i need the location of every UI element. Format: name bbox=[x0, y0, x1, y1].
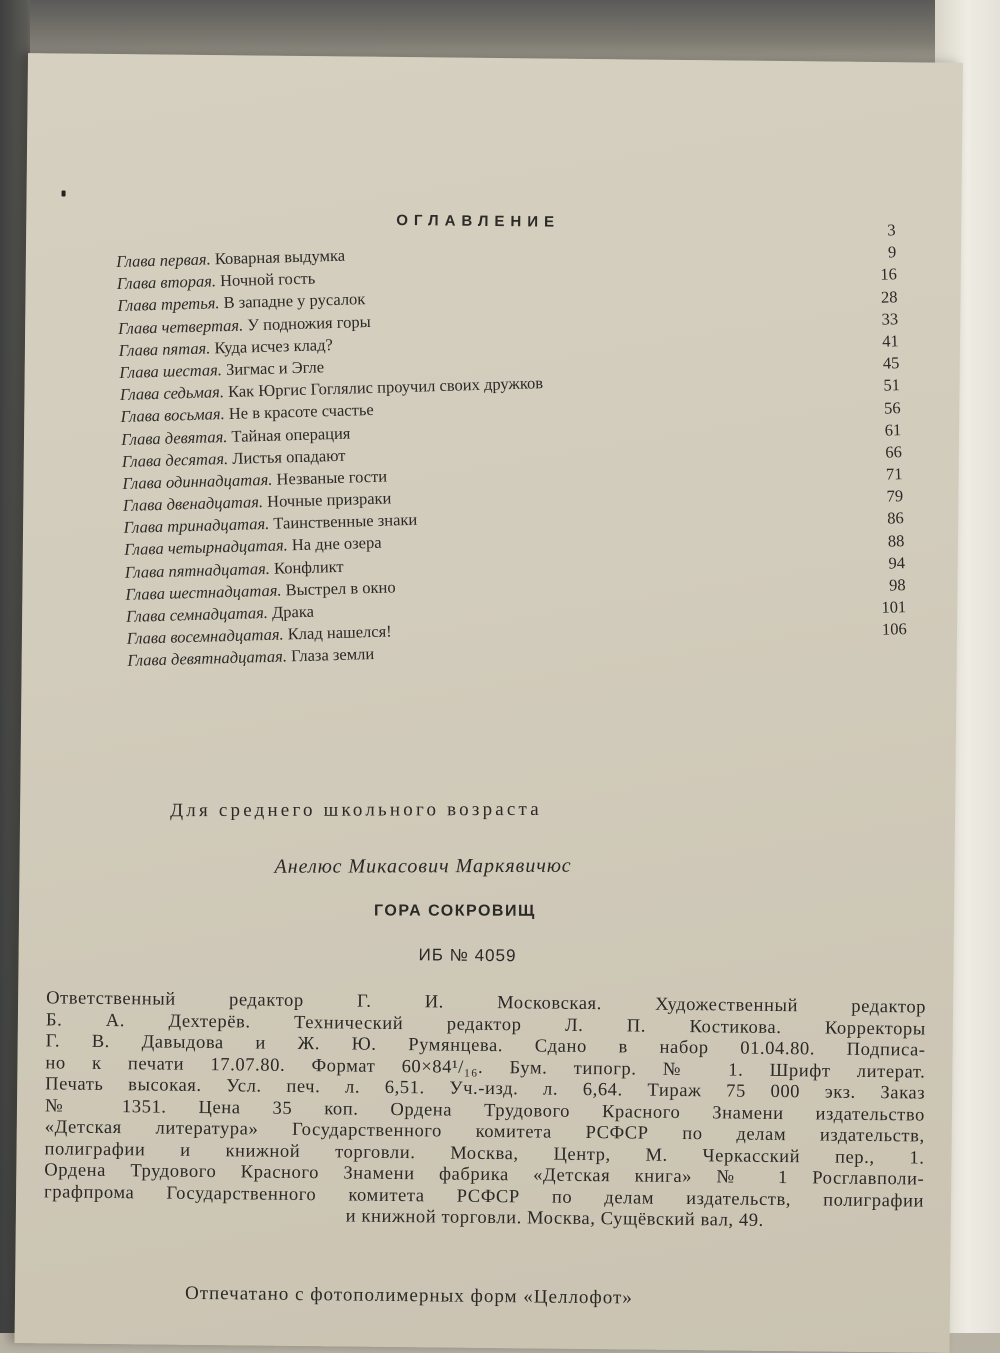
imprint-line: № 1351. Цена 35 коп. Ордена Трудового Красного Знамени издательство bbox=[44, 1095, 926, 1126]
imprint-line: графпрома Государственного комитета РСФСР по делам издательств, полиграфии bbox=[43, 1181, 925, 1212]
chapter-page: 45 bbox=[882, 353, 900, 373]
chapter-page: 98 bbox=[888, 575, 906, 595]
chapter-number: Глава первая. bbox=[115, 249, 211, 272]
chapter-page: 9 bbox=[887, 242, 897, 262]
book-page bbox=[15, 53, 963, 1353]
chapter-name: Не в красоте счастье bbox=[228, 400, 374, 424]
chapter-number: Глава пятая. bbox=[118, 338, 211, 360]
chapter-page: 106 bbox=[881, 619, 908, 640]
printed-note: Отпечатано с фотополимерных форм «Целлофот» bbox=[184, 1282, 633, 1309]
chapter-number: Глава пятнадцатая. bbox=[124, 558, 271, 582]
chapter-page: 71 bbox=[885, 464, 903, 484]
chapter-number: Глава семнадцатая. bbox=[125, 602, 269, 626]
chapter-name: Клад нашелся! bbox=[287, 621, 392, 644]
chapter-number: Глава девятая. bbox=[120, 426, 228, 449]
chapter-name: Тайная операция bbox=[231, 423, 351, 446]
chapter-page: 16 bbox=[880, 264, 898, 285]
chapter-number: Глава девятнадцатая. bbox=[127, 646, 288, 671]
chapter-name: Таинственные знаки bbox=[273, 509, 418, 533]
chapter-number: Глава восемнадцатая. bbox=[126, 624, 284, 649]
chapter-page: 56 bbox=[883, 397, 901, 418]
chapter-name: Как Юргис Гоглялис проучил своих дружков bbox=[227, 373, 544, 402]
chapter-number: Глава вторая. bbox=[116, 271, 217, 294]
chapter-page: 33 bbox=[881, 308, 899, 329]
toc-title: ОГЛАВЛЕНИЕ bbox=[396, 211, 561, 231]
imprint-line: Ответственный редактор Г. И. Московская. Художественный редактор bbox=[46, 988, 927, 1018]
chapter-name: Куда исчез клад? bbox=[214, 334, 334, 358]
chapter-number: Глава восьмая. bbox=[120, 404, 225, 427]
book-title: ГОРА СОКРОВИЩ bbox=[374, 902, 536, 920]
chapter-page: 3 bbox=[887, 220, 896, 240]
chapter-name: Ночные призраки bbox=[266, 488, 392, 511]
chapter-name: В западне у русалок bbox=[223, 289, 366, 313]
chapter-name: На дне озера bbox=[291, 533, 382, 555]
imprint-line: но к печати 17.07.80. Формат 60×84¹/₁₆. Бум. типогр. № 1. Шрифт литерат. bbox=[45, 1052, 926, 1083]
chapter-number: Глава двенадцатая. bbox=[122, 492, 264, 515]
chapter-number: Глава шестая. bbox=[119, 360, 223, 382]
chapter-page: 88 bbox=[887, 530, 905, 551]
chapter-name: Ночной гость bbox=[219, 268, 316, 291]
chapter-page: 94 bbox=[888, 552, 906, 573]
chapter-name: Коварная выдумка bbox=[214, 245, 346, 269]
chapter-name: Зигмас и Эгле bbox=[225, 357, 325, 379]
chapter-name: Выстрел в окно bbox=[285, 577, 396, 600]
imprint-block bbox=[44, 988, 926, 1234]
imprint-line: и книжной торговли. Москва, Сущёвский вал, 49. bbox=[345, 1206, 764, 1231]
imprint-line: Б. А. Дехтерёв. Технический редактор Л. П. Костикова. Корректоры bbox=[45, 1009, 926, 1040]
chapter-name: Глаза земли bbox=[290, 644, 375, 666]
chapter-page: 66 bbox=[885, 442, 903, 462]
chapter-name: У подножия горы bbox=[247, 311, 371, 334]
chapter-number: Глава четвертая. bbox=[117, 315, 244, 338]
ib-number: ИБ № 4059 bbox=[418, 945, 517, 966]
author-name: Анелюс Микасович Маркявичюс bbox=[274, 854, 572, 878]
imprint-line: «Детская литература» Государственного комитета РСФСР по делам издательств, bbox=[44, 1117, 925, 1147]
chapter-number: Глава четырнадцатая. bbox=[124, 535, 289, 560]
imprint-line: Г. В. Давыдова и Ж. Ю. Румянцева. Сдано в набор 01.04.80. Подписа- bbox=[45, 1031, 926, 1061]
chapter-page: 28 bbox=[880, 286, 898, 307]
chapter-page: 61 bbox=[884, 419, 902, 440]
chapter-name: Конфликт bbox=[273, 556, 344, 578]
chapter-number: Глава шестнадцатая. bbox=[125, 580, 282, 604]
chapter-number: Глава тринадцатая. bbox=[123, 514, 270, 538]
imprint-line: Печать высокая. Усл. печ. л. 6,51. Уч.-изд. л. 6,64. Тираж 75 000 экз. Заказ bbox=[45, 1074, 926, 1104]
imprint-line: полиграфии и книжной торговли. Москва, Центр, М. Черкасский пер., 1. bbox=[44, 1138, 925, 1169]
imprint-line: Ордена Трудового Красного Знамени фабрика «Детская книга» № 1 Росглавполи- bbox=[44, 1160, 925, 1190]
chapter-number: Глава третья. bbox=[117, 293, 220, 316]
age-recommendation: Для среднего школьного возраста bbox=[170, 798, 542, 822]
chapter-number: Глава десятая. bbox=[121, 448, 229, 471]
chapter-page: 41 bbox=[881, 331, 899, 351]
chapter-name: Драка bbox=[271, 601, 315, 622]
ink-mark bbox=[62, 190, 66, 196]
chapter-name: Незваные гости bbox=[276, 466, 388, 489]
chapter-page: 101 bbox=[881, 597, 907, 617]
chapter-page: 79 bbox=[886, 486, 904, 506]
chapter-number: Глава одиннадцатая. bbox=[122, 469, 273, 493]
chapter-page: 86 bbox=[886, 508, 904, 529]
chapter-name: Листья опадают bbox=[231, 445, 346, 468]
chapter-number: Глава седьмая. bbox=[119, 382, 225, 405]
chapter-page: 51 bbox=[883, 375, 901, 395]
